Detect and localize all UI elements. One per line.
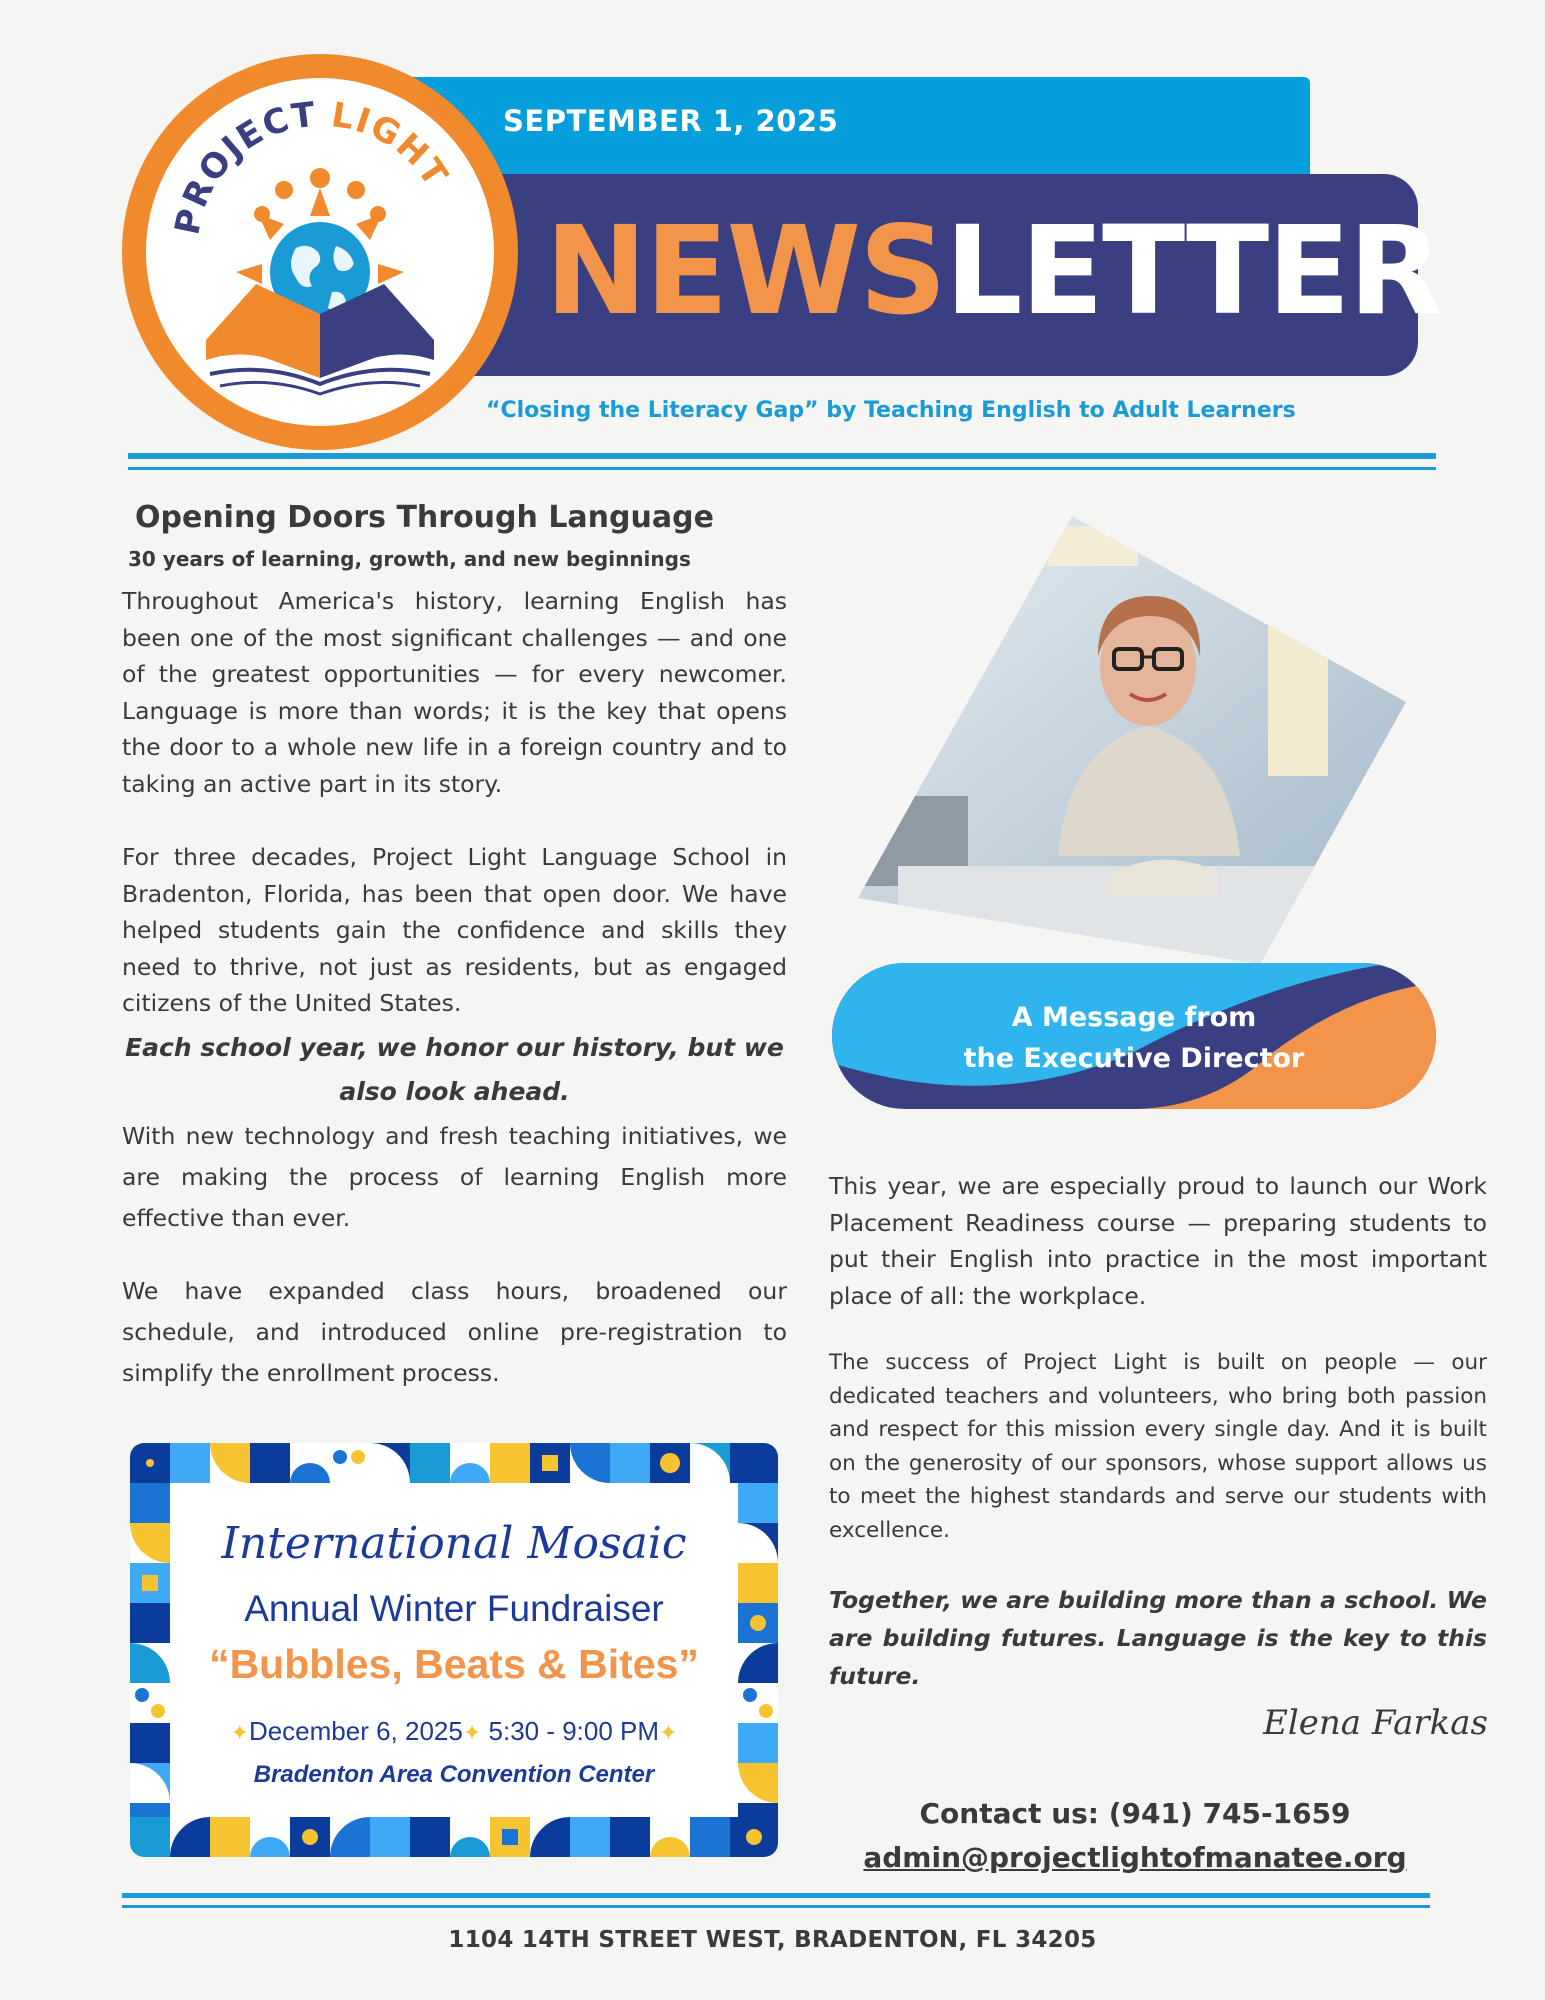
director-paragraph-2: The success of Project Light is built on people — our dedicated teachers and volunteers, who bring both passion and respect for this mission every single day. And it is built on the generosity of our sponsors, whose support allows us to meet the highest standards and serve our students with excellence. bbox=[829, 1350, 1487, 1543]
event-title: International Mosaic bbox=[221, 1518, 687, 1569]
event-name: “Bubbles, Beats & Bites” bbox=[209, 1641, 699, 1687]
sparkle-icon: ✦ bbox=[659, 1720, 678, 1745]
article-highlight: Each school year, we honor our history, but we also look ahead. bbox=[125, 1032, 784, 1106]
event-date-time bbox=[130, 1716, 778, 1747]
logo-graphic bbox=[146, 78, 494, 426]
logo-text-light: LIGHT bbox=[328, 95, 457, 196]
event-subtitle: Annual Winter Fundraiser bbox=[244, 1588, 664, 1629]
event-time: 5:30 - 9:00 PM bbox=[488, 1716, 660, 1746]
article-paragraph-2: For three decades, Project Light Language School in Bradenton, Florida, has been that open door. We have helped students gain the confidence and skills they need to thrive, not just as residents, but as engaged citizens of the United States. bbox=[122, 843, 787, 1017]
event-venue: Bradenton Area Convention Center bbox=[253, 1761, 655, 1788]
article-paragraph-3: With new technology and fresh teaching initiatives, we are making the process of learning English more effective than ever. bbox=[122, 1121, 787, 1232]
article-heading: Opening Doors Through Language bbox=[135, 500, 714, 535]
contact-phone: Contact us: (941) 745-1659 bbox=[919, 1797, 1351, 1830]
message-banner-text bbox=[832, 997, 1436, 1079]
event-date: December 6, 2025 bbox=[248, 1716, 463, 1746]
project-light-logo bbox=[122, 54, 518, 450]
header-divider-thin bbox=[128, 467, 1436, 470]
fundraiser-banner bbox=[130, 1443, 778, 1857]
svg-text:PROJECT bbox=[167, 95, 319, 239]
title-news: NEWS bbox=[545, 200, 945, 342]
main-article bbox=[122, 500, 787, 1394]
article-paragraph-1: Throughout America's history, learning English has been one of the most significant challenges — and one of the greatest opportunities — for every newcomer. Language is more than words; it is the key that opens the door to a whole new life in a foreign country and to taking an active part in its story. bbox=[122, 587, 787, 798]
sparkle-icon: ✦ bbox=[462, 1720, 482, 1745]
director-photo bbox=[858, 516, 1406, 964]
director-closing: Together, we are building more than a school. We are building futures. Language is the key to this future. bbox=[829, 1586, 1487, 1690]
header-divider bbox=[128, 453, 1436, 459]
message-banner-line2: the Executive Director bbox=[963, 1043, 1305, 1074]
director-message bbox=[829, 1168, 1487, 1695]
message-banner bbox=[832, 963, 1436, 1109]
logo-text-project: PROJECT bbox=[167, 94, 320, 239]
director-paragraph-1: This year, we are especially proud to launch our Work Placement Readiness course — preparing students to put their English into practice in the most important place of all: the workplace. bbox=[829, 1172, 1487, 1310]
message-banner-line1: A Message from bbox=[1011, 1002, 1257, 1033]
sparkle-icon: ✦ bbox=[230, 1720, 249, 1745]
footer-divider-thin bbox=[122, 1905, 1430, 1908]
tagline: “Closing the Literacy Gap” by Teaching English to Adult Learners bbox=[486, 398, 1296, 423]
footer-divider bbox=[122, 1893, 1430, 1898]
footer-address: 1104 14TH STREET WEST, BRADENTON, FL 34205 bbox=[448, 1927, 1097, 1953]
newsletter-title bbox=[545, 196, 1441, 346]
article-paragraph-4: We have expanded class hours, broadened our schedule, and introduced online pre-registration to simplify the enrollment process. bbox=[122, 1276, 787, 1387]
director-signature: Elena Farkas bbox=[1263, 1703, 1488, 1743]
contact-email-link[interactable]: admin@projectlightofmanatee.org bbox=[863, 1841, 1407, 1874]
issue-date: SEPTEMBER 1, 2025 bbox=[503, 104, 839, 138]
contact-block bbox=[830, 1792, 1440, 1880]
article-subheading: 30 years of learning, growth, and new beginnings bbox=[128, 547, 691, 571]
svg-text:LIGHT bbox=[329, 95, 457, 195]
title-letter: LETTER bbox=[944, 200, 1441, 342]
